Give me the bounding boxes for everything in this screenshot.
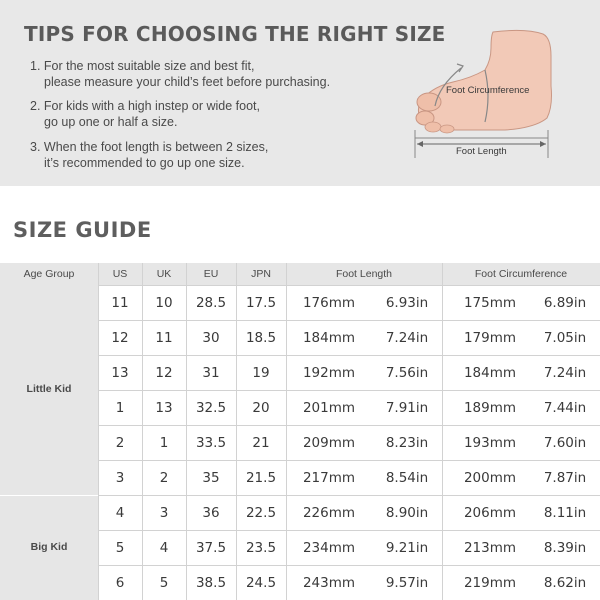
size-guide-title: SIZE GUIDE — [13, 218, 152, 242]
cell-foot-circumference-in: 7.44in — [543, 400, 587, 416]
cell-foot-length-mm: 217mm — [302, 470, 356, 486]
foot-circumference-label: Foot Circumference — [446, 85, 530, 96]
cell-eu: 32.5 — [195, 400, 227, 416]
foot-diagram-illustration — [405, 26, 565, 166]
cell-foot-length-in: 6.93in — [385, 295, 429, 311]
cell-jpn: 22.5 — [245, 505, 277, 521]
tip-1 — [30, 58, 330, 90]
tip-1-line-2: please measure your child’s feet before purchasing. — [44, 75, 331, 89]
header-uk: UK — [156, 268, 172, 280]
header-age-group: Age Group — [23, 268, 75, 280]
cell-jpn: 24.5 — [245, 575, 277, 591]
cell-foot-length-in: 7.24in — [385, 330, 429, 346]
cell-eu: 33.5 — [195, 435, 227, 451]
row-divider — [98, 320, 600, 321]
cell-foot-length-in: 8.54in — [385, 470, 429, 486]
cell-uk: 13 — [155, 400, 173, 416]
cell-us: 11 — [111, 295, 129, 311]
header-jpn: JPN — [251, 268, 271, 280]
cell-foot-circumference-mm: 175mm — [463, 295, 517, 311]
cell-us: 2 — [115, 435, 125, 451]
row-divider — [98, 565, 600, 566]
cell-uk: 2 — [159, 470, 169, 486]
size-table-header — [0, 263, 600, 285]
header-foot-length: Foot Length — [335, 268, 393, 280]
cell-foot-length-mm: 176mm — [302, 295, 356, 311]
cell-uk: 3 — [159, 505, 169, 521]
tip-3-line-1: 3. When the foot length is between 2 sizes, — [30, 140, 269, 154]
tip-3-line-2: it’s recommended to go up one size. — [44, 156, 245, 170]
cell-us: 13 — [111, 365, 129, 381]
cell-jpn: 21 — [252, 435, 270, 451]
cell-uk: 1 — [159, 435, 169, 451]
tip-2 — [30, 98, 260, 130]
cell-uk: 4 — [159, 540, 169, 556]
cell-foot-circumference-mm: 193mm — [463, 435, 517, 451]
cell-foot-circumference-mm: 219mm — [463, 575, 517, 591]
cell-foot-length-in: 9.57in — [385, 575, 429, 591]
cell-eu: 36 — [202, 505, 220, 521]
cell-foot-circumference-in: 8.39in — [543, 540, 587, 556]
age-group-label: Little Kid — [26, 383, 72, 395]
cell-foot-length-mm: 234mm — [302, 540, 356, 556]
cell-eu: 38.5 — [195, 575, 227, 591]
cell-foot-circumference-in: 6.89in — [543, 295, 587, 311]
cell-us: 1 — [115, 400, 125, 416]
cell-eu: 35 — [202, 470, 220, 486]
row-divider — [98, 495, 600, 496]
cell-foot-circumference-mm: 184mm — [463, 365, 517, 381]
row-divider — [98, 460, 600, 461]
cell-foot-length-mm: 184mm — [302, 330, 356, 346]
cell-uk: 12 — [155, 365, 173, 381]
tip-2-line-2: go up one or half a size. — [44, 115, 178, 129]
cell-foot-length-mm: 226mm — [302, 505, 356, 521]
group-divider — [0, 495, 98, 496]
cell-foot-length-mm: 209mm — [302, 435, 356, 451]
cell-foot-length-mm: 201mm — [302, 400, 356, 416]
cell-eu: 28.5 — [195, 295, 227, 311]
header-eu: EU — [203, 268, 219, 280]
cell-jpn: 23.5 — [245, 540, 277, 556]
cell-us: 6 — [115, 575, 125, 591]
cell-foot-length-in: 8.90in — [385, 505, 429, 521]
cell-foot-length-mm: 243mm — [302, 575, 356, 591]
cell-foot-circumference-in: 8.11in — [543, 505, 587, 521]
cell-foot-length-in: 8.23in — [385, 435, 429, 451]
cell-foot-circumference-in: 7.05in — [543, 330, 587, 346]
age-group-label: Big Kid — [30, 540, 68, 553]
cell-foot-circumference-in: 8.62in — [543, 575, 587, 591]
cell-foot-circumference-mm: 213mm — [463, 540, 517, 556]
cell-uk: 11 — [155, 330, 173, 346]
cell-foot-circumference-mm: 189mm — [463, 400, 517, 416]
row-divider — [98, 390, 600, 391]
cell-uk: 5 — [159, 575, 169, 591]
cell-jpn: 18.5 — [245, 330, 277, 346]
header-foot-circumference: Foot Circumference — [474, 268, 568, 280]
row-divider — [98, 425, 600, 426]
cell-foot-length-in: 9.21in — [385, 540, 429, 556]
cell-eu: 37.5 — [195, 540, 227, 556]
size-table — [0, 263, 600, 600]
cell-jpn: 19 — [252, 365, 270, 381]
cell-uk: 10 — [155, 295, 173, 311]
cell-jpn: 21.5 — [245, 470, 277, 486]
cell-jpn: 17.5 — [245, 295, 277, 311]
row-divider — [98, 285, 600, 286]
cell-us: 5 — [115, 540, 125, 556]
tips-title: TIPS FOR CHOOSING THE RIGHT SIZE — [24, 22, 446, 46]
tips-panel — [0, 0, 600, 186]
cell-foot-length-in: 7.56in — [385, 365, 429, 381]
cell-jpn: 20 — [252, 400, 270, 416]
cell-foot-circumference-mm: 200mm — [463, 470, 517, 486]
header-us: US — [112, 268, 128, 280]
cell-foot-circumference-mm: 206mm — [463, 505, 517, 521]
cell-us: 4 — [115, 505, 125, 521]
cell-foot-circumference-in: 7.87in — [543, 470, 587, 486]
cell-foot-length-mm: 192mm — [302, 365, 356, 381]
tip-1-line-1: 1. For the most suitable size and best fit, — [30, 59, 255, 73]
tip-3 — [30, 139, 268, 171]
cell-foot-circumference-in: 7.60in — [543, 435, 587, 451]
row-divider — [98, 355, 600, 356]
cell-foot-length-in: 7.91in — [385, 400, 429, 416]
cell-eu: 30 — [202, 330, 220, 346]
cell-us: 12 — [111, 330, 129, 346]
foot-length-label: Foot Length — [456, 146, 507, 157]
cell-foot-circumference-mm: 179mm — [463, 330, 517, 346]
cell-us: 3 — [115, 470, 125, 486]
tip-2-line-1: 2. For kids with a high instep or wide foot, — [30, 99, 260, 113]
cell-foot-circumference-in: 7.24in — [543, 365, 587, 381]
row-divider — [98, 530, 600, 531]
cell-eu: 31 — [202, 365, 220, 381]
